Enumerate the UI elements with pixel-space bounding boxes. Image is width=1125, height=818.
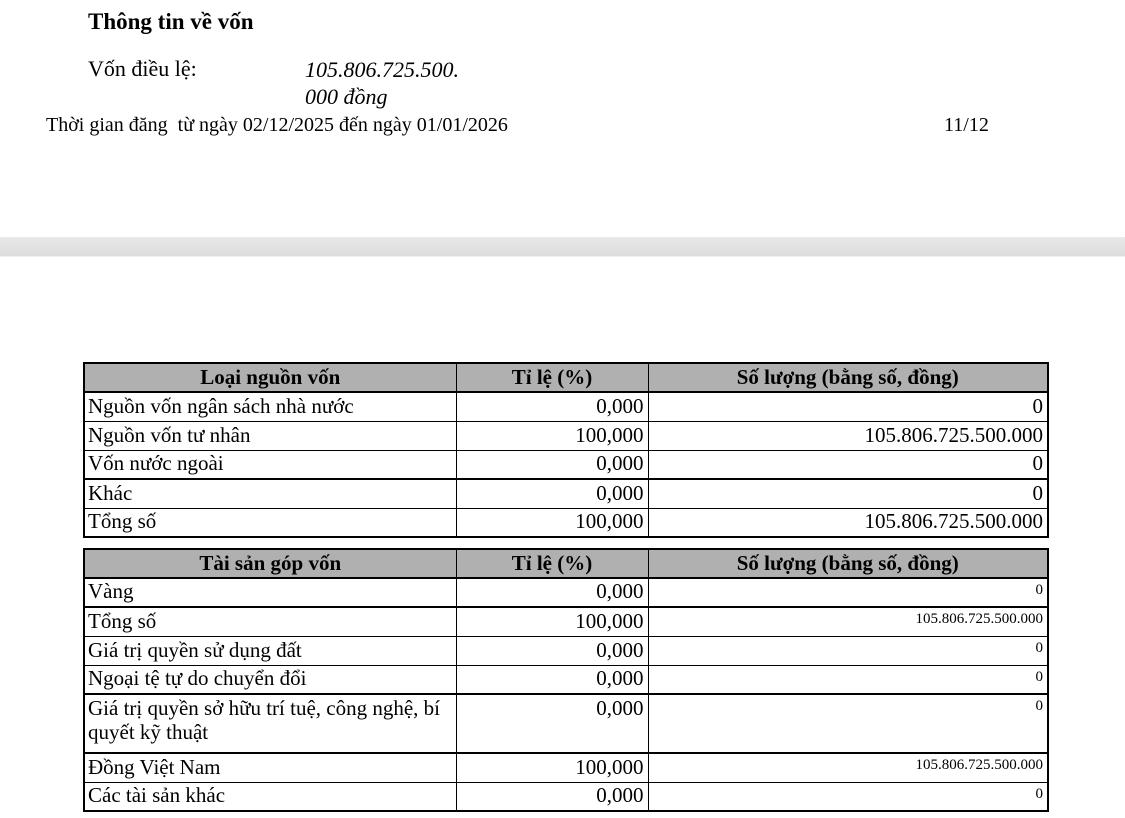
table-row bbox=[84, 665, 1048, 694]
row-label: Các tài sản khác bbox=[84, 782, 456, 811]
row-label: Nguồn vốn ngân sách nhà nước bbox=[84, 392, 456, 421]
row-ratio: 0,000 bbox=[456, 636, 648, 665]
table-row bbox=[84, 782, 1048, 811]
column-header-source-type: Loại nguồn vốn bbox=[84, 363, 456, 392]
row-ratio: 0,000 bbox=[456, 450, 648, 479]
row-ratio: 0,000 bbox=[456, 479, 648, 508]
row-ratio: 100,000 bbox=[456, 753, 648, 782]
page-title: Thông tin về vốn bbox=[88, 9, 254, 34]
row-ratio: 100,000 bbox=[456, 421, 648, 450]
contributed-assets-table bbox=[83, 548, 1049, 812]
row-amount: 0 bbox=[648, 694, 1048, 753]
row-amount: 105.806.725.500.000 bbox=[648, 753, 1048, 782]
table-row-total bbox=[84, 607, 1048, 636]
row-label: Vốn nước ngoài bbox=[84, 450, 456, 479]
row-amount: 105.806.725.500.000 bbox=[648, 508, 1048, 537]
table-row bbox=[84, 421, 1048, 450]
column-header-ratio: Tỉ lệ (%) bbox=[456, 549, 648, 578]
charter-capital-value bbox=[305, 56, 459, 110]
row-label: Tổng số bbox=[84, 607, 456, 636]
row-ratio: 0,000 bbox=[456, 694, 648, 753]
row-label: Khác bbox=[84, 479, 456, 508]
column-header-ratio: Tỉ lệ (%) bbox=[456, 363, 648, 392]
row-amount: 0 bbox=[648, 450, 1048, 479]
row-amount: 0 bbox=[648, 665, 1048, 694]
row-amount: 105.806.725.500.000 bbox=[648, 607, 1048, 636]
table-header-row bbox=[84, 363, 1048, 392]
row-amount: 0 bbox=[648, 782, 1048, 811]
row-ratio: 0,000 bbox=[456, 782, 648, 811]
column-header-amount: Số lượng (bằng số, đồng) bbox=[648, 549, 1048, 578]
row-ratio: 0,000 bbox=[456, 578, 648, 607]
table-row bbox=[84, 753, 1048, 782]
row-label: Nguồn vốn tư nhân bbox=[84, 421, 456, 450]
charter-capital-value-line2: 000 đồng bbox=[305, 84, 388, 109]
row-amount: 0 bbox=[648, 636, 1048, 665]
row-label: Ngoại tệ tự do chuyển đổi bbox=[84, 665, 456, 694]
row-amount: 0 bbox=[648, 578, 1048, 607]
row-label: Đồng Việt Nam bbox=[84, 753, 456, 782]
charter-capital-label: Vốn điều lệ: bbox=[88, 56, 197, 81]
capital-source-table bbox=[83, 362, 1049, 538]
column-header-amount: Số lượng (bằng số, đồng) bbox=[648, 363, 1048, 392]
row-amount: 0 bbox=[648, 392, 1048, 421]
column-header-asset-type: Tài sản góp vốn bbox=[84, 549, 456, 578]
charter-capital-value-line1: 105.806.725.500. bbox=[305, 57, 459, 82]
row-amount: 0 bbox=[648, 479, 1048, 508]
page-indicator: 11/12 bbox=[944, 114, 989, 136]
table-row-total bbox=[84, 508, 1048, 537]
row-amount: 105.806.725.500.000 bbox=[648, 421, 1048, 450]
table-row bbox=[84, 694, 1048, 753]
row-ratio: 0,000 bbox=[456, 665, 648, 694]
table-row bbox=[84, 450, 1048, 479]
registration-period: Thời gian đăng từ ngày 02/12/2025 đến ngày 01/01/2026 bbox=[46, 114, 508, 136]
row-ratio: 100,000 bbox=[456, 607, 648, 636]
row-label: Giá trị quyền sở hữu trí tuệ, công nghệ, bí quyết kỹ thuật bbox=[84, 694, 456, 753]
row-ratio: 100,000 bbox=[456, 508, 648, 537]
table-row bbox=[84, 479, 1048, 508]
row-label: Giá trị quyền sử dụng đất bbox=[84, 636, 456, 665]
table-row bbox=[84, 578, 1048, 607]
table-row bbox=[84, 636, 1048, 665]
row-label: Tổng số bbox=[84, 508, 456, 537]
row-ratio: 0,000 bbox=[456, 392, 648, 421]
table-header-row bbox=[84, 549, 1048, 578]
horizontal-divider-strip bbox=[0, 237, 1125, 257]
row-label: Vàng bbox=[84, 578, 456, 607]
table-row bbox=[84, 392, 1048, 421]
